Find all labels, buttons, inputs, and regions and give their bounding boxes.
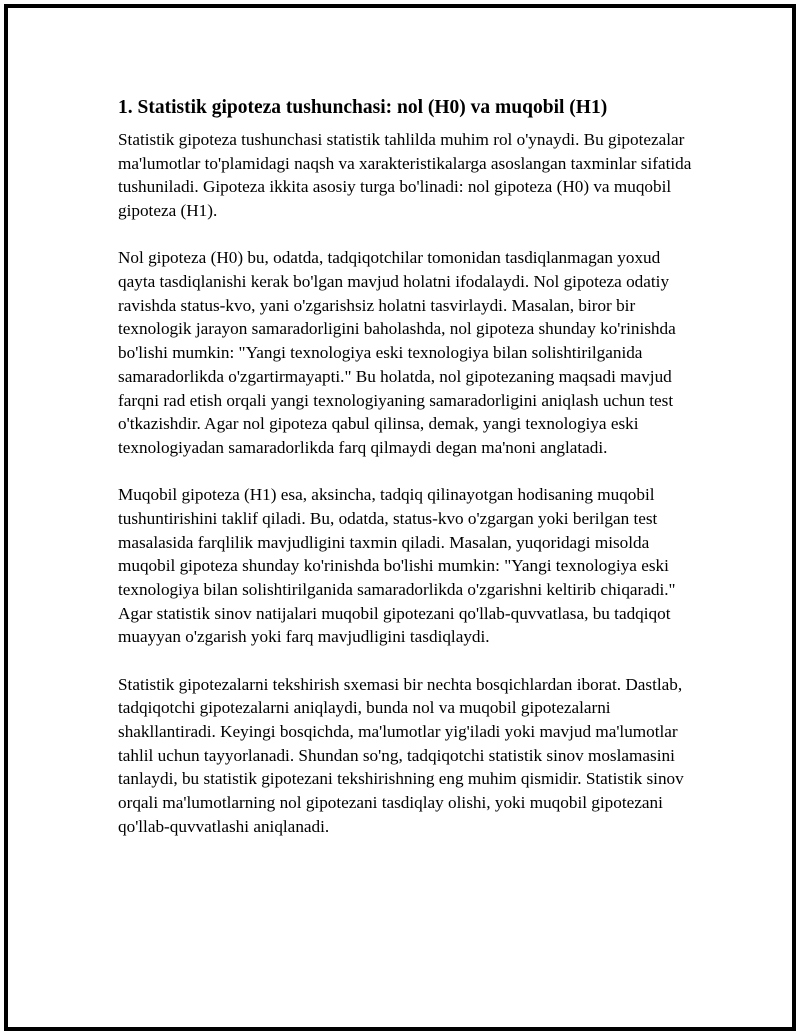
paragraph-alternative-hypothesis: Muqobil gipoteza (H1) esa, aksincha, tadqiq qilinayotgan hodisaning muqobil tushuntirishini taklif qiladi. Bu, odatda, status-kvo o'zgargan yoki berilgan test masalasida farqlilik mavjudligini taxmin qiladi. Masalan, yuqoridagi misolda muqobil gipoteza shunday ko'rinishda bo'lishi mumkin: "Yangi texnologiya eski texnologiya bilan solishtirilganida samaradorlikda o'zgarishni keltirib chiqaradi." Agar statistik sinov natijalari muqobil gipotezani qo'llab-quvvatlasa, bu tadqiqot muayyan o'zgarish yoki farq mavjudligini tasdiqlaydi. [118, 485, 676, 647]
paragraph-testing-scheme: Statistik gipotezalarni tekshirish sxemasi bir nechta bosqichlardan iborat. Dastlab, tadqiqotchi gipotezalarni aniqlaydi, bunda nol va muqobil gipotezalarni shakllantiradi. Keyingi bosqichda, ma'lumotlar yig'iladi yoki mavjud ma'lumotlar tahlil uchun tayyorlanadi. Shundan so'ng, tadqiqotchi statistik sinov moslamasini tanlaydi, bu statistik gipotezani tekshirishning eng muhim qismidir. Statistik sinov orqali ma'lumotlarning nol gipotezani tasdiqlay olishi, yoki muqobil gipotezani qo'llab-quvvatlashi aniqlanadi. [118, 674, 684, 836]
paragraph-intro: Statistik gipoteza tushunchasi statistik tahlilda muhim rol o'ynaydi. Bu gipotezalar ma'lumotlar to'plamidagi naqsh va xarakteristikalarga asoslangan taxminlar sifatida tushuniladi. Gipoteza ikkita asosiy turga bo'linadi: nol gipoteza (H0) va muqobil gipoteza (H1). [118, 130, 692, 221]
section-heading: 1. Statistik gipoteza tushunchasi: nol (H0) va muqobil (H1) [118, 97, 608, 118]
paragraph-null-hypothesis: Nol gipoteza (H0) bu, odatda, tadqiqotchilar tomonidan tasdiqlanmagan yoxud qayta tasdiqlanishi kerak bo'lgan mavjud holatni ifodalaydi. Nol gipoteza odatiy ravishda status-kvo, yani o'zgarishsiz holatni tasvirlaydi. Masalan, biror bir texnologik jarayon samaradorligini baholashda, nol gipoteza shunday ko'rinishda bo'lishi mumkin: "Yangi texnologiya eski texnologiya bilan solishtirilganida samaradorlikda o'zgartirmayapti." Bu holatda, nol gipotezaning maqsadi mavjud farqni rad etish orqali yangi texnologiyaning samaradorligini aniqlash uchun test o'tkazishdir. Agar nol gipoteza qabul qilinsa, demak, yangi texnologiya eski texnologiyadan samaradorlikda farq qilmaydi degan ma'noni anglatadi. [118, 248, 676, 457]
document-body [118, 95, 693, 862]
